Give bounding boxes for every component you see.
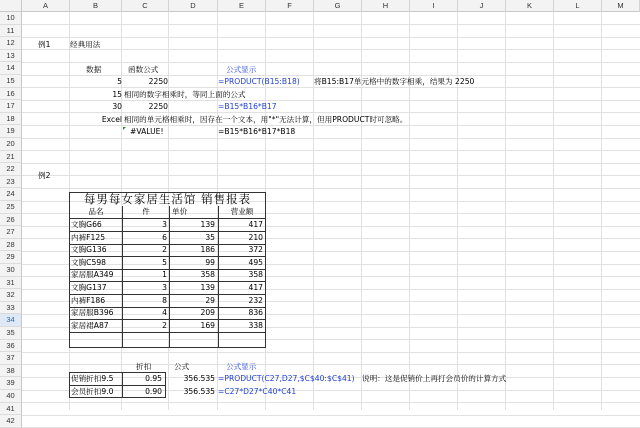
table-cell[interactable]: 836 xyxy=(248,308,263,318)
column-gridline xyxy=(553,12,554,410)
promo-discount-value[interactable]: 356.535 xyxy=(183,374,215,383)
cell-c19[interactable]: #VALUE! xyxy=(130,127,164,136)
column-header-a[interactable]: A xyxy=(22,0,70,12)
row-gridline xyxy=(22,24,640,25)
row-header-40[interactable]: 40 xyxy=(0,390,22,403)
column-header-h[interactable]: H xyxy=(362,0,410,12)
promo-discount-note[interactable]: 说明：这是促销价上再打会员价的计算方式 xyxy=(362,374,507,383)
table-cell[interactable]: 3 xyxy=(162,283,167,292)
row-header-41[interactable]: 41 xyxy=(0,403,22,416)
column-gridline xyxy=(505,12,506,410)
table-cell[interactable]: 169 xyxy=(200,320,215,330)
discount-formula-header[interactable]: 公式 xyxy=(174,362,190,371)
row-header-23[interactable]: 23 xyxy=(0,176,22,189)
row-header-31[interactable]: 31 xyxy=(0,277,22,290)
table-cell[interactable]: 2 xyxy=(162,245,167,255)
table-cell[interactable]: 417 xyxy=(248,220,263,229)
row-header-24[interactable]: 24 xyxy=(0,188,22,201)
table-cell[interactable]: 139 xyxy=(200,283,215,292)
data-header[interactable]: 数据 xyxy=(86,65,102,74)
table-cell[interactable]: 内裤F186 xyxy=(71,295,106,305)
row-gridline xyxy=(22,188,640,189)
row-gridline xyxy=(22,49,640,50)
cell-e17[interactable]: =B15*B16*B17 xyxy=(218,102,277,111)
column-header-i[interactable]: I xyxy=(410,0,458,12)
row-gridline xyxy=(22,62,640,63)
table-cell[interactable]: 文胸G66 xyxy=(71,220,102,229)
row-header-18[interactable]: 18 xyxy=(0,113,22,126)
promo-discount-rate[interactable]: 0.95 xyxy=(145,374,162,383)
table-cell[interactable]: 家居服B396 xyxy=(71,308,114,318)
column-header-l[interactable]: L xyxy=(554,0,602,12)
member-discount-rate[interactable]: 0.90 xyxy=(145,387,162,396)
promo-discount-formula[interactable]: =PRODUCT(C27,D27,$C$40:$C$41) xyxy=(218,374,355,383)
table-cell[interactable]: 4 xyxy=(162,308,167,318)
row-header-12[interactable]: 12 xyxy=(0,37,22,50)
table-cell[interactable]: 家居服A349 xyxy=(71,270,114,280)
example1-title[interactable]: 经典用法 xyxy=(70,40,101,49)
table-cell[interactable]: 3 xyxy=(162,220,167,229)
row-gridline xyxy=(22,138,640,139)
row-header-32[interactable]: 32 xyxy=(0,289,22,302)
table-cell[interactable]: 209 xyxy=(200,308,215,318)
table-cell[interactable]: 6 xyxy=(162,232,167,242)
table-cell[interactable]: 内裤F125 xyxy=(71,232,106,242)
cell-e19[interactable]: =B15*B16*B17*B18 xyxy=(218,127,296,136)
column-gridline xyxy=(601,12,602,410)
row-header-25[interactable]: 25 xyxy=(0,201,22,214)
column-header-f[interactable]: F xyxy=(266,0,314,12)
table-row-line xyxy=(69,332,266,333)
row-header-30[interactable]: 30 xyxy=(0,264,22,277)
column-header-g[interactable]: G xyxy=(314,0,362,12)
row-header-15[interactable]: 15 xyxy=(0,75,22,88)
table-cell[interactable]: 358 xyxy=(248,270,263,280)
row-header-27[interactable]: 27 xyxy=(0,226,22,239)
sales-table-title[interactable]: 每男每女家居生活馆 销售报表 xyxy=(83,192,252,206)
table-cell[interactable]: 文胸C598 xyxy=(71,257,106,267)
row-header-21[interactable]: 21 xyxy=(0,151,22,164)
table-cell[interactable]: 99 xyxy=(205,257,215,267)
discount-display-header[interactable]: 公式显示 xyxy=(226,362,257,371)
row-gridline xyxy=(22,163,640,164)
column-header-m[interactable]: M xyxy=(602,0,640,12)
table-cell[interactable]: 1 xyxy=(162,270,167,280)
member-discount-label[interactable]: 会员折扣9.0 xyxy=(71,387,114,396)
row-header-26[interactable]: 26 xyxy=(0,214,22,227)
table-cell[interactable]: 372 xyxy=(248,245,263,255)
table-cell[interactable]: 家居裙A87 xyxy=(71,320,109,330)
column-gridline xyxy=(313,12,314,410)
select-all-corner[interactable] xyxy=(0,0,22,12)
row-header-37[interactable]: 37 xyxy=(0,352,22,365)
row-header-28[interactable]: 28 xyxy=(0,239,22,252)
table-header-price[interactable]: 单价 xyxy=(172,207,188,216)
row-header-19[interactable]: 19 xyxy=(0,125,22,138)
table-header-revenue[interactable]: 营业额 xyxy=(230,207,254,216)
member-discount-formula[interactable]: =C27*D27*C40*C41 xyxy=(218,387,297,396)
function-header[interactable]: 函数公式 xyxy=(128,65,159,74)
row-header-11[interactable]: 11 xyxy=(0,25,22,38)
table-cell[interactable]: 139 xyxy=(200,220,215,229)
row-gridline xyxy=(22,415,640,416)
row-gridline xyxy=(22,364,640,365)
column-header-k[interactable]: K xyxy=(506,0,554,12)
row-header-13[interactable]: 13 xyxy=(0,50,22,63)
cell-c16[interactable]: 相同的数字相乘时，等同上面的公式 xyxy=(124,90,246,99)
table-cell[interactable]: 210 xyxy=(248,232,263,242)
row-header-29[interactable]: 29 xyxy=(0,251,22,264)
table-cell[interactable]: 495 xyxy=(248,257,263,267)
table-header-qty[interactable]: 件 xyxy=(142,207,150,216)
table-cell[interactable]: 232 xyxy=(248,295,263,305)
table-cell[interactable]: 358 xyxy=(200,270,215,280)
error-indicator-icon xyxy=(123,127,126,130)
column-header-e[interactable]: E xyxy=(218,0,266,12)
row-header-20[interactable]: 20 xyxy=(0,138,22,151)
row-header-42[interactable]: 42 xyxy=(0,415,22,428)
example1-label[interactable]: 例1 xyxy=(38,40,51,49)
table-cell[interactable]: 29 xyxy=(205,295,215,305)
column-gridline xyxy=(409,12,410,410)
table-cell[interactable]: 35 xyxy=(205,232,215,242)
formula-display-header[interactable]: 公式显示 xyxy=(226,65,257,74)
table-cell[interactable]: 338 xyxy=(248,320,263,330)
row-header-38[interactable]: 38 xyxy=(0,365,22,378)
table-cell[interactable]: 2 xyxy=(162,320,167,330)
table-cell[interactable]: 8 xyxy=(162,295,167,305)
row-gridline xyxy=(22,352,640,353)
row-header-33[interactable]: 33 xyxy=(0,302,22,315)
row-gridline xyxy=(22,175,640,176)
cell-b18[interactable]: Excel xyxy=(101,115,122,124)
table-cell[interactable]: 417 xyxy=(248,283,263,292)
cell-c18[interactable]: 相同的单元格相乘时，因存在一个文本，用"*"无法计算，但用PRODUCT时可忽略。 xyxy=(124,115,408,124)
table-cell[interactable]: 186 xyxy=(200,245,215,255)
discount-rate-header[interactable]: 折扣 xyxy=(136,362,152,371)
cell-e15[interactable]: =PRODUCT(B15:B18) xyxy=(218,77,300,86)
cell-b17[interactable]: 30 xyxy=(112,102,122,111)
table-cell[interactable]: 5 xyxy=(162,257,167,267)
row-gridline xyxy=(22,37,640,38)
row-header-16[interactable]: 16 xyxy=(0,88,22,101)
cell-b16[interactable]: 15 xyxy=(112,90,122,99)
row-header-10[interactable]: 10 xyxy=(0,12,22,25)
row-header-39[interactable]: 39 xyxy=(0,377,22,390)
column-header-b[interactable]: B xyxy=(70,0,122,12)
table-header-name[interactable]: 品名 xyxy=(88,207,104,216)
row-header-22[interactable]: 22 xyxy=(0,163,22,176)
column-gridline xyxy=(457,12,458,410)
column-header-j[interactable]: J xyxy=(458,0,506,12)
row-header-17[interactable]: 17 xyxy=(0,100,22,113)
table-cell[interactable]: 文胸G137 xyxy=(71,283,107,292)
member-discount-value[interactable]: 356.535 xyxy=(183,387,215,396)
row-header-34[interactable]: 34 xyxy=(0,314,22,327)
cell-c17[interactable]: 2250 xyxy=(148,102,168,111)
cell-g15[interactable]: 将B15:B17单元格中的数字相乘，结果为 2250 xyxy=(314,77,475,86)
row-gridline xyxy=(22,150,640,151)
table-cell[interactable]: 文胸G136 xyxy=(71,245,107,255)
row-header-35[interactable]: 35 xyxy=(0,327,22,340)
cell-c15[interactable]: 2250 xyxy=(148,77,168,86)
row-gridline xyxy=(22,402,640,403)
row-gridline xyxy=(22,390,640,391)
example2-label[interactable]: 例2 xyxy=(38,171,51,180)
promo-discount-label[interactable]: 促销折扣9.5 xyxy=(71,374,114,383)
row-header-14[interactable]: 14 xyxy=(0,62,22,75)
row-gridline xyxy=(22,339,640,340)
row-header-36[interactable]: 36 xyxy=(0,340,22,353)
column-header-d[interactable]: D xyxy=(169,0,218,12)
cell-b15[interactable]: 5 xyxy=(117,77,122,86)
column-gridline xyxy=(361,12,362,410)
column-header-c[interactable]: C xyxy=(122,0,169,12)
